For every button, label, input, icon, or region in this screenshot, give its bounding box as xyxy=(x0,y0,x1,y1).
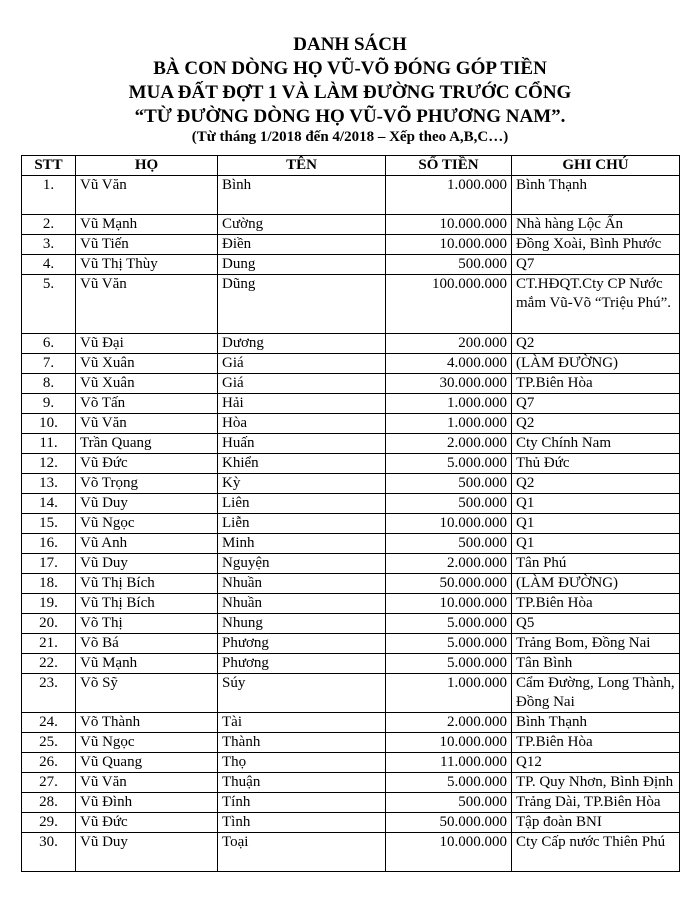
cell-ho: Võ Thành xyxy=(76,713,218,733)
header-ho: HỌ xyxy=(76,156,218,176)
cell-so-tien: 10.000.000 xyxy=(386,593,512,613)
cell-ten: Hải xyxy=(218,393,386,413)
cell-ghi-chu: Q12 xyxy=(512,753,680,773)
cell-so-tien: 2.000.000 xyxy=(386,553,512,573)
table-row xyxy=(22,215,680,235)
cell-ten: Tài xyxy=(218,713,386,733)
cell-so-tien: 50.000.000 xyxy=(386,573,512,593)
table-row xyxy=(22,353,680,373)
cell-ghi-chu: Q7 xyxy=(512,255,680,275)
cell-so-tien: 5.000.000 xyxy=(386,613,512,633)
table-row xyxy=(22,373,680,393)
table-row xyxy=(22,275,680,334)
table-row xyxy=(22,673,680,712)
header-so-tien: SỐ TIỀN xyxy=(386,156,512,176)
cell-stt: 7. xyxy=(22,353,76,373)
cell-ten: Kỳ xyxy=(218,473,386,493)
cell-ten: Điền xyxy=(218,235,386,255)
cell-so-tien: 10.000.000 xyxy=(386,215,512,235)
cell-ho: Vũ Văn xyxy=(76,413,218,433)
cell-ho: Vũ Thị Thùy xyxy=(76,255,218,275)
cell-stt: 8. xyxy=(22,373,76,393)
cell-ten: Cường xyxy=(218,215,386,235)
table-row xyxy=(22,473,680,493)
cell-stt: 25. xyxy=(22,733,76,753)
table-row xyxy=(22,613,680,633)
document-title: DANH SÁCH xyxy=(293,34,407,55)
header-ghi-chu: GHI CHÚ xyxy=(512,156,680,176)
cell-ho: Võ Tấn xyxy=(76,393,218,413)
cell-so-tien: 11.000.000 xyxy=(386,753,512,773)
table-row xyxy=(22,553,680,573)
cell-ho: Vũ Văn xyxy=(76,275,218,334)
cell-so-tien: 200.000 xyxy=(386,333,512,353)
cell-ghi-chu: Tân Bình xyxy=(512,653,680,673)
cell-stt: 17. xyxy=(22,553,76,573)
cell-ghi-chu: CT.HĐQT.Cty CP Nước mắm Vũ-Võ “Triệu Phú”. xyxy=(512,275,680,334)
cell-ten: Bình xyxy=(218,176,386,215)
cell-ho: Võ Sỹ xyxy=(76,673,218,712)
cell-ho: Vũ Duy xyxy=(76,493,218,513)
cell-stt: 10. xyxy=(22,413,76,433)
cell-so-tien: 100.000.000 xyxy=(386,275,512,334)
cell-ghi-chu: Q2 xyxy=(512,473,680,493)
cell-ho: Vũ Mạnh xyxy=(76,215,218,235)
cell-ghi-chu: Q5 xyxy=(512,613,680,633)
table-row xyxy=(22,753,680,773)
cell-so-tien: 4.000.000 xyxy=(386,353,512,373)
cell-stt: 5. xyxy=(22,275,76,334)
cell-stt: 11. xyxy=(22,433,76,453)
cell-so-tien: 5.000.000 xyxy=(386,773,512,793)
cell-ten: Dương xyxy=(218,333,386,353)
cell-so-tien: 10.000.000 xyxy=(386,733,512,753)
cell-stt: 24. xyxy=(22,713,76,733)
cell-stt: 14. xyxy=(22,493,76,513)
cell-stt: 26. xyxy=(22,753,76,773)
document-title-line-2: BÀ CON DÒNG HỌ VŨ-VÕ ĐÓNG GÓP TIỀN xyxy=(153,58,547,79)
cell-ghi-chu: Cty Chính Nam xyxy=(512,433,680,453)
cell-ghi-chu: TP.Biên Hòa xyxy=(512,373,680,393)
cell-ho: Vũ Đức xyxy=(76,813,218,833)
header-ten: TÊN xyxy=(218,156,386,176)
cell-so-tien: 10.000.000 xyxy=(386,235,512,255)
cell-ghi-chu: Q2 xyxy=(512,413,680,433)
cell-ten: Minh xyxy=(218,533,386,553)
cell-so-tien: 10.000.000 xyxy=(386,513,512,533)
table-row xyxy=(22,235,680,255)
cell-ghi-chu: Bình Thạnh xyxy=(512,176,680,215)
cell-ten: Thuận xyxy=(218,773,386,793)
cell-so-tien: 2.000.000 xyxy=(386,713,512,733)
cell-ghi-chu: Q1 xyxy=(512,513,680,533)
cell-ho: Vũ Văn xyxy=(76,176,218,215)
cell-ten: Thành xyxy=(218,733,386,753)
cell-ho: Vũ Thị Bích xyxy=(76,593,218,613)
table-row xyxy=(22,593,680,613)
cell-so-tien: 500.000 xyxy=(386,473,512,493)
cell-ho: Vũ Đình xyxy=(76,793,218,813)
cell-ho: Vũ Ngọc xyxy=(76,513,218,533)
cell-stt: 20. xyxy=(22,613,76,633)
cell-ten: Súy xyxy=(218,673,386,712)
cell-ghi-chu: Tân Phú xyxy=(512,553,680,573)
cell-stt: 18. xyxy=(22,573,76,593)
cell-so-tien: 2.000.000 xyxy=(386,433,512,453)
table-row xyxy=(22,533,680,553)
cell-stt: 9. xyxy=(22,393,76,413)
document-title-line-4: “TỪ ĐƯỜNG DÒNG HỌ VŨ-VÕ PHƯƠNG NAM”. xyxy=(134,106,566,127)
table-row xyxy=(22,773,680,793)
cell-ghi-chu: Cẩm Đường, Long Thành, Đồng Nai xyxy=(512,673,680,712)
cell-stt: 2. xyxy=(22,215,76,235)
cell-so-tien: 50.000.000 xyxy=(386,813,512,833)
cell-stt: 28. xyxy=(22,793,76,813)
cell-so-tien: 5.000.000 xyxy=(386,653,512,673)
table-row xyxy=(22,813,680,833)
cell-ho: Vũ Duy xyxy=(76,553,218,573)
cell-ho: Vũ Đức xyxy=(76,453,218,473)
cell-so-tien: 1.000.000 xyxy=(386,393,512,413)
cell-ghi-chu: Đồng Xoài, Bình Phước xyxy=(512,235,680,255)
table-row xyxy=(22,713,680,733)
cell-so-tien: 500.000 xyxy=(386,793,512,813)
table-row xyxy=(22,733,680,753)
cell-so-tien: 1.000.000 xyxy=(386,413,512,433)
cell-ho: Vũ Xuân xyxy=(76,353,218,373)
table-body xyxy=(22,176,680,872)
cell-ghi-chu: Bình Thạnh xyxy=(512,713,680,733)
cell-so-tien: 10.000.000 xyxy=(386,833,512,872)
table-row xyxy=(22,633,680,653)
cell-ghi-chu: Tập đoàn BNI xyxy=(512,813,680,833)
table-row xyxy=(22,573,680,593)
header-stt: STT xyxy=(22,156,76,176)
cell-stt: 1. xyxy=(22,176,76,215)
cell-ghi-chu: Q7 xyxy=(512,393,680,413)
cell-ho: Võ Trọng xyxy=(76,473,218,493)
cell-ho: Vũ Đại xyxy=(76,333,218,353)
cell-ten: Giá xyxy=(218,353,386,373)
cell-stt: 21. xyxy=(22,633,76,653)
cell-ghi-chu: TP.Biên Hòa xyxy=(512,733,680,753)
cell-ghi-chu: TP. Quy Nhơn, Bình Định xyxy=(512,773,680,793)
document-title-line-3: MUA ĐẤT ĐỢT 1 VÀ LÀM ĐƯỜNG TRƯỚC CỔNG xyxy=(128,82,572,103)
document-subtitle: (Từ tháng 1/2018 đến 4/2018 – Xếp theo A,B,C…) xyxy=(191,129,509,145)
cell-stt: 30. xyxy=(22,833,76,872)
contribution-table xyxy=(21,155,680,872)
cell-ho: Võ Thị xyxy=(76,613,218,633)
cell-ten: Toại xyxy=(218,833,386,872)
cell-ten: Phương xyxy=(218,633,386,653)
cell-ten: Nhung xyxy=(218,613,386,633)
cell-ghi-chu: Trảng Bom, Đồng Nai xyxy=(512,633,680,653)
cell-ten: Tình xyxy=(218,813,386,833)
table-row xyxy=(22,255,680,275)
cell-ten: Giá xyxy=(218,373,386,393)
cell-so-tien: 500.000 xyxy=(386,255,512,275)
cell-ten: Dũng xyxy=(218,275,386,334)
cell-ten: Huấn xyxy=(218,433,386,453)
cell-so-tien: 5.000.000 xyxy=(386,633,512,653)
cell-ten: Liễn xyxy=(218,513,386,533)
cell-ten: Phương xyxy=(218,653,386,673)
cell-stt: 4. xyxy=(22,255,76,275)
cell-ten: Tính xyxy=(218,793,386,813)
cell-stt: 13. xyxy=(22,473,76,493)
cell-ten: Dung xyxy=(218,255,386,275)
table-row xyxy=(22,653,680,673)
cell-ghi-chu: Q1 xyxy=(512,493,680,513)
cell-ho: Vũ Anh xyxy=(76,533,218,553)
cell-ten: Liên xyxy=(218,493,386,513)
cell-ten: Hòa xyxy=(218,413,386,433)
table-row xyxy=(22,513,680,533)
cell-so-tien: 1.000.000 xyxy=(386,176,512,215)
table-row xyxy=(22,393,680,413)
cell-stt: 3. xyxy=(22,235,76,255)
cell-ghi-chu: TP.Biên Hòa xyxy=(512,593,680,613)
table-row xyxy=(22,176,680,215)
table-header-row xyxy=(22,156,680,176)
cell-stt: 16. xyxy=(22,533,76,553)
cell-so-tien: 500.000 xyxy=(386,533,512,553)
cell-ho: Vũ Duy xyxy=(76,833,218,872)
cell-ho: Vũ Xuân xyxy=(76,373,218,393)
cell-ghi-chu: (LÀM ĐƯỜNG) xyxy=(512,573,680,593)
cell-ghi-chu: Q1 xyxy=(512,533,680,553)
cell-ten: Nhuần xyxy=(218,573,386,593)
cell-ho: Vũ Quang xyxy=(76,753,218,773)
cell-stt: 6. xyxy=(22,333,76,353)
cell-ghi-chu: Thủ Đức xyxy=(512,453,680,473)
table-row xyxy=(22,833,680,872)
table-row xyxy=(22,453,680,473)
table-row xyxy=(22,493,680,513)
cell-ho: Vũ Thị Bích xyxy=(76,573,218,593)
cell-stt: 19. xyxy=(22,593,76,613)
cell-stt: 27. xyxy=(22,773,76,793)
cell-ghi-chu: Trảng Dài, TP.Biên Hòa xyxy=(512,793,680,813)
table-row xyxy=(22,413,680,433)
cell-ten: Nguyện xyxy=(218,553,386,573)
cell-ghi-chu: Q2 xyxy=(512,333,680,353)
cell-stt: 15. xyxy=(22,513,76,533)
cell-ghi-chu: (LÀM ĐƯỜNG) xyxy=(512,353,680,373)
cell-ten: Khiển xyxy=(218,453,386,473)
cell-ho: Trần Quang xyxy=(76,433,218,453)
cell-ho: Vũ Tiến xyxy=(76,235,218,255)
cell-so-tien: 500.000 xyxy=(386,493,512,513)
cell-stt: 29. xyxy=(22,813,76,833)
cell-stt: 22. xyxy=(22,653,76,673)
cell-ho: Vũ Văn xyxy=(76,773,218,793)
cell-so-tien: 1.000.000 xyxy=(386,673,512,712)
table-row xyxy=(22,433,680,453)
cell-so-tien: 30.000.000 xyxy=(386,373,512,393)
cell-ho: Võ Bá xyxy=(76,633,218,653)
cell-so-tien: 5.000.000 xyxy=(386,453,512,473)
cell-ho: Vũ Ngọc xyxy=(76,733,218,753)
cell-ghi-chu: Nhà hàng Lộc Ấn xyxy=(512,215,680,235)
cell-ten: Thọ xyxy=(218,753,386,773)
cell-ten: Nhuần xyxy=(218,593,386,613)
table-row xyxy=(22,333,680,353)
table-row xyxy=(22,793,680,813)
cell-ghi-chu: Cty Cấp nước Thiên Phú xyxy=(512,833,680,872)
cell-stt: 12. xyxy=(22,453,76,473)
cell-stt: 23. xyxy=(22,673,76,712)
cell-ho: Vũ Mạnh xyxy=(76,653,218,673)
